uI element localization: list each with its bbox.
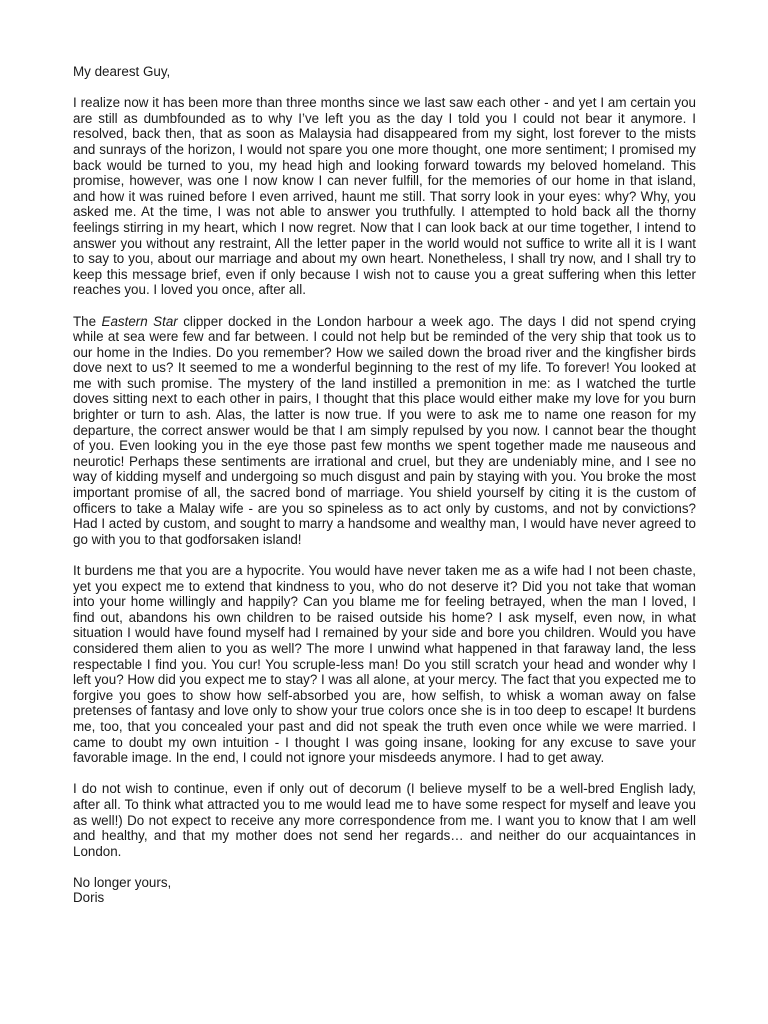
- paragraph-2-lead: The: [73, 313, 102, 329]
- closing: No longer yours,: [73, 874, 172, 890]
- paragraph-2-body: clipper docked in the London harbour a week ago. The days I did not spend crying while at sea were few and far between. I could not help but be reminded of the very ship that took us to our home in the Indies. Do you remember? How we sailed down the broad river and the kingfisher birds dove next to us? It seemed to me a wonderful beginning to the rest of my life. To forever! You looked at me with such promise. The mystery of the land instilled a premonition in me: as I watched the turtle doves sitting next to each other in pairs, I thought that this place would either make my love for you burn brighter or turn to ash. Alas, the latter is now true. If you were to ask me to name one reason for my departure, the correct answer would be that I am simply repulsed by you now. I cannot bear the thought of you. Even looking you in the eye those past few months we spent together made me nauseous and neurotic! Perhaps these sentiments are irrational and cruel, but they are undeniably mine, and I see no way of kidding myself and undergoing so much disgust and pain by staying with you. You broke the most important promise of all, the sacred bond of marriage. You shield yourself by citing it is the custom of officers to take a Malay wife - are you so spineless as to act only by customs, and not by convictions? Had I acted by custom, and sought to marry a handsome and wealthy man, I would have never agreed to go with you to that godforsaken island!: [73, 313, 696, 547]
- salutation: My dearest Guy,: [73, 64, 171, 79]
- ship-name: Eastern Star: [101, 313, 178, 329]
- paragraph-4: I do not wish to continue, even if only out of decorum (I believe myself to be a well-bred English lady, after all. To think what attracted you to me would lead me to have some respect for myself and leave you as well!) Do not expect to receive any more correspondence from me. I want you to know that I am well and healthy, and that my mother does not send her regards… and neither do our acquaintances in London.: [73, 781, 696, 859]
- paragraph-3: It burdens me that you are a hypocrite. You would have never taken me as a wife had I not been chaste, yet you expect me to extend that kindness to you, who do not deserve it? Did you not take that woman into your home willingly and happily? Can you blame me for feeling betrayed, when the man I loved, I find out, abandons his own children to be raised outside his home? I ask myself, even now, in what situation I would have found myself had I remained by your side and bore you children. Would you have considered them alien to you as well? The more I unwind what happened in that faraway land, the less respectable I find you. You cur! You scruple-less man! Do you still scratch your head and wonder why I left you? How did you expect me to stay? I was all alone, at your mercy. The fact that you expected me to forgive you goes to show how self-absorbed you are, how selfish, to whisk a woman away on false pretenses of fantasy and love only to show your true colors once she is in too deep to escape! It burdens me, too, that you concealed your past and did not speak the truth even once while we were married. I came to doubt my own intuition - I thought I was going insane, looking for any excuse to save your favorable image. In the end, I could not ignore your misdeeds anymore. I had to get away.: [73, 563, 696, 766]
- paragraph-2: [73, 314, 696, 548]
- letter: [73, 64, 696, 906]
- paragraph-1: I realize now it has been more than three months since we last saw each other - and yet I am certain you are still as dumbfounded as to why I’ve left you as the day I told you I could not bear it anymore. I resolved, back then, that as soon as Malaysia had disappeared from my sight, lost forever to the mists and sunrays of the horizon, I would not spare you one more thought, one more sentiment; I promised my back would be turned to you, my head high and looking forward towards my beloved homeland. This promise, however, was one I now know I can never fulfill, for the memories of our home in that island, and how it was ruined before I even arrived, haunt me still. That sorry look in your eyes: why? Why, you asked me. At the time, I was not able to answer you truthfully. I attempted to hold back all the thorny feelings stirring in my heart, which I now regret. Now that I can look back at our time together, I intend to answer you without any restraint, All the letter paper in the world would not suffice to write all it is I want to say to you, about our marriage and about my own heart. Nonetheless, I shall try now, and I shall try to keep this message brief, even if only because I wish not to cause you a great suffering when this letter reaches you. I loved you once, after all.: [73, 95, 696, 298]
- signature: Doris: [73, 890, 105, 906]
